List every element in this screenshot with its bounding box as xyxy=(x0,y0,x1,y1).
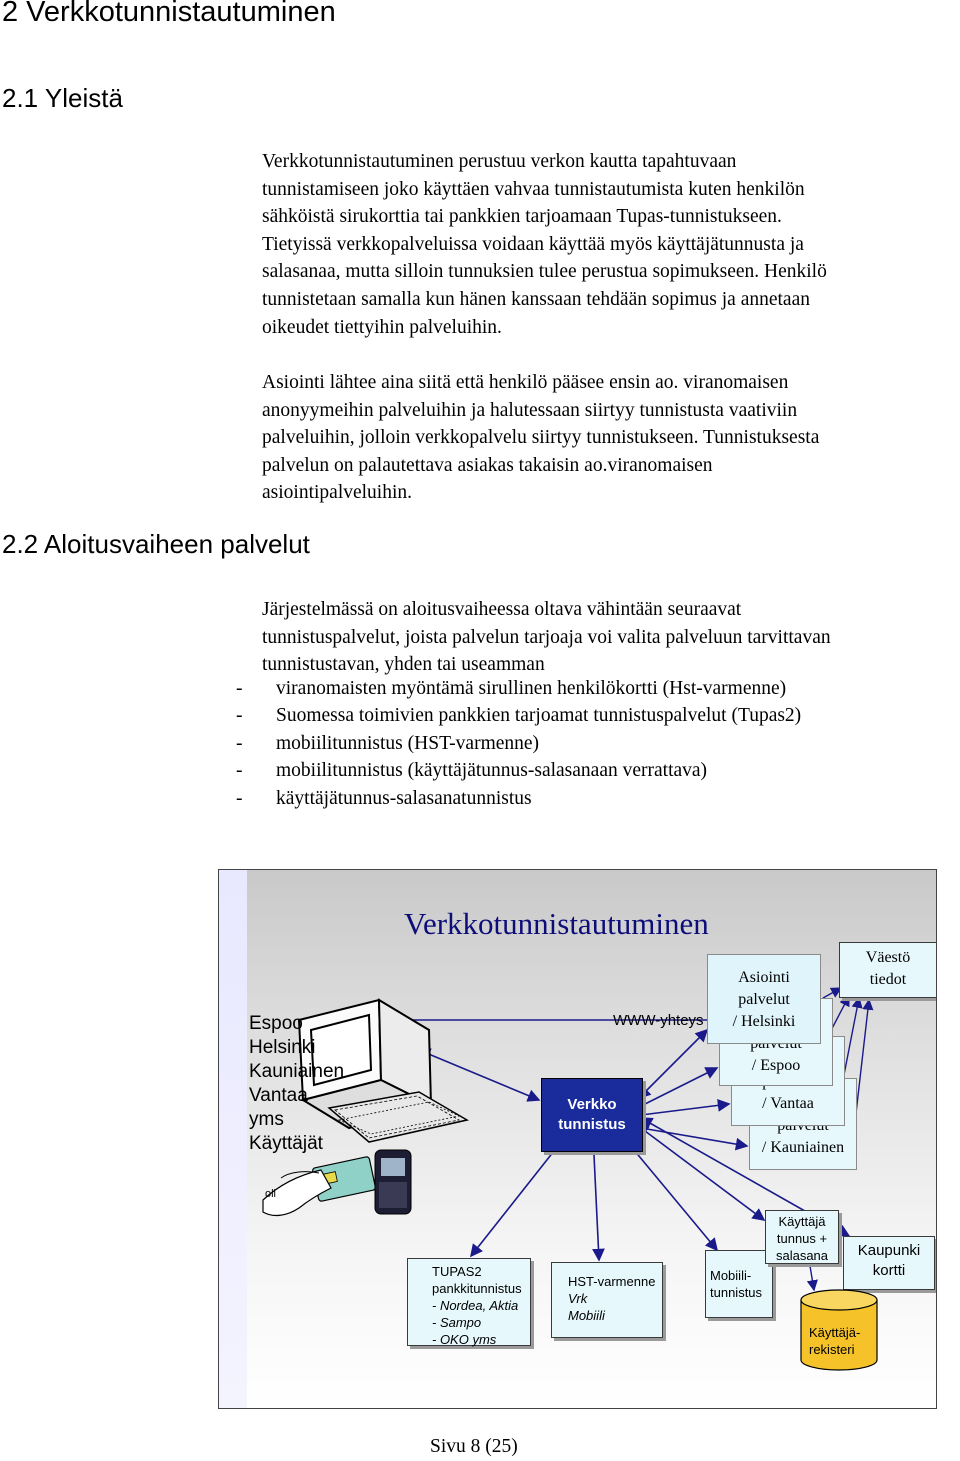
kaupunki-box xyxy=(843,1236,935,1290)
tupas-line: - Nordea, Aktia xyxy=(432,1298,519,1313)
service-line: / Helsinki xyxy=(732,1013,796,1030)
list-item-text: mobiilitunnistus (käyttäjätunnus-salasanaan verrattava) xyxy=(276,760,708,782)
tupas-line: - OKO yms xyxy=(432,1332,497,1347)
connector-verkko-vantaa xyxy=(641,1104,729,1115)
paragraph-asiointi xyxy=(262,369,960,507)
card-label: oli xyxy=(265,1188,277,1200)
list-item-text: viranomaisten myöntämä sirullinen henkilökortti (Hst-varmenne) xyxy=(276,678,787,699)
connector-verkko-helsinki xyxy=(639,1030,707,1098)
service-line: palvelut xyxy=(738,991,790,1008)
connector-hst xyxy=(593,1134,599,1260)
connector-verkko-espoo xyxy=(641,1068,717,1106)
rekisteri-label xyxy=(809,1324,860,1358)
kayttaja-line: tunnus + xyxy=(776,1231,828,1246)
text-line: oikeudet tiettyihin palveluihin. xyxy=(262,316,502,338)
connector-vaesto-3 xyxy=(843,998,859,1080)
text-line: sähköistä sirukorttia tai pankkien tarjoamaan Tupas-tunnistukseen. xyxy=(262,206,782,228)
kayttaja-line: salasana xyxy=(775,1248,829,1263)
bullet-dash: - xyxy=(236,678,243,699)
text-line: tunnistetaan samalla kun hänen kanssaan tehdään sopimus ja annetaan xyxy=(262,288,810,310)
kayttaja-line: Käyttäjä xyxy=(778,1214,826,1229)
diagram-title: Verkkotunnistautuminen xyxy=(404,906,709,941)
list-item-text: käyttäjätunnus-salasanatunnistus xyxy=(276,787,532,809)
list-item-text: Suomessa toimivien pankkien tarjoamat tunnistuspalvelut (Tupas2) xyxy=(276,705,802,727)
text-line: tunnistustavan, yhden tai useamman xyxy=(262,654,545,676)
list-item-text: mobiilitunnistus (HST-varmenne) xyxy=(276,732,540,754)
text-line: Verkkotunnistautuminen perustuu verkon kautta tapahtuvaan xyxy=(262,151,737,172)
connector-rekisteri xyxy=(809,1260,814,1290)
verkko-line: Verkko xyxy=(567,1096,617,1113)
text-line: anonyymeihin palveluihin ja halutessaan siirtyy tunnistusta vaativiin xyxy=(262,399,798,421)
service-box-helsinki xyxy=(707,954,821,1044)
connector-verkko xyxy=(419,1050,539,1100)
service-line: / Vantaa xyxy=(762,1095,814,1112)
service-line: Asiointi xyxy=(738,969,790,986)
hst-box xyxy=(551,1262,663,1338)
bullet-dash: - xyxy=(236,732,243,754)
kaupunki-line: kortti xyxy=(872,1262,906,1279)
tupas-line: TUPAS2 xyxy=(432,1264,482,1279)
rekisteri-line: Käyttäjä- xyxy=(809,1325,861,1340)
kaupunki-line: Kaupunki xyxy=(857,1242,921,1259)
verkko-tunnistus-box xyxy=(541,1078,643,1152)
hst-line: Vrk xyxy=(568,1291,588,1306)
verkko-line: tunnistus xyxy=(558,1116,626,1133)
verkkotunnistautuminen-diagram xyxy=(218,869,937,1409)
service-line: / Espoo xyxy=(751,1057,801,1074)
rekisteri-line: rekisteri xyxy=(809,1342,855,1357)
tupas-box xyxy=(407,1258,531,1346)
mobiili-box xyxy=(705,1250,773,1318)
city-label: Käyttäjät xyxy=(249,1133,323,1154)
www-label: WWW-yhteys xyxy=(613,1012,704,1029)
hst-line: Mobiili xyxy=(568,1308,605,1323)
mobiili-line: Mobiili- xyxy=(710,1268,752,1283)
text-line: asiointipalveluihin. xyxy=(262,482,413,504)
city-label: Espoo xyxy=(249,1013,303,1034)
text-line: tunnistamiseen joko käyttäen vahvaa tunnistautumista kuten henkilön xyxy=(262,178,805,200)
text-line: Järjestelmässä on aloitusvaiheessa oltava vähintään seuraavat xyxy=(262,599,742,620)
city-label: Vantaa xyxy=(249,1085,308,1106)
kayttaja-box xyxy=(765,1210,839,1264)
city-label: Helsinki xyxy=(249,1037,316,1058)
text-line: Tietyissä verkkopalveluissa voidaan käyttää myös käyttäjätunnusta ja xyxy=(262,233,804,255)
heading-yleista: 2.1 Yleistä xyxy=(2,83,123,113)
bullet-dash: - xyxy=(236,760,243,782)
page-footer: Sivu 8 (25) xyxy=(430,1436,518,1457)
connector-kayttaja xyxy=(637,1125,764,1220)
text-line: salasanaa, mutta silloin tunnuksien tulee perustua sopimukseen. Henkilö xyxy=(262,261,827,283)
city-label: Kauniainen xyxy=(249,1061,345,1082)
text-line: palveluihin, jolloin verkkopalvelu siirtyy tunnistukseen. Tunnistuksesta xyxy=(262,427,820,449)
mobiili-line: tunnistus xyxy=(710,1285,763,1300)
text-line: palvelun on palautettava asiakas takaisin ao.viranomaisen xyxy=(262,454,713,476)
tupas-line: pankkitunnistus xyxy=(432,1281,522,1296)
heading-main: 2 Verkkotunnistautuminen xyxy=(2,0,336,28)
tupas-line: - Sampo xyxy=(432,1315,482,1330)
paragraph-intro xyxy=(262,148,960,341)
city-label: yms xyxy=(249,1109,284,1130)
paragraph-jarjestelma xyxy=(262,596,960,679)
vaesto-line: Väestö xyxy=(865,949,911,966)
vaesto-line: tiedot xyxy=(869,971,907,988)
bullet-dash: - xyxy=(236,705,243,727)
text-line: tunnistuspalvelut, joista palvelun tarjoaja voi valita palveluun tarvittavan xyxy=(262,626,831,648)
connector-verkko-kauniainen xyxy=(641,1128,747,1146)
hst-line: HST-varmenne xyxy=(568,1274,656,1289)
mobile-phone-icon xyxy=(375,1150,411,1214)
connector-vaesto-4 xyxy=(855,1000,869,1122)
service-line: / Kauniainen xyxy=(761,1139,845,1156)
bullet-dash: - xyxy=(236,787,243,809)
vaesto-box xyxy=(839,942,937,998)
hand-card-icon xyxy=(263,1156,376,1215)
heading-aloitusvaihe: 2.2 Aloitusvaiheen palvelut xyxy=(2,529,310,559)
text-line: Asiointi lähtee aina siitä että henkilö pääsee ensin ao. viranomaisen xyxy=(262,372,789,393)
